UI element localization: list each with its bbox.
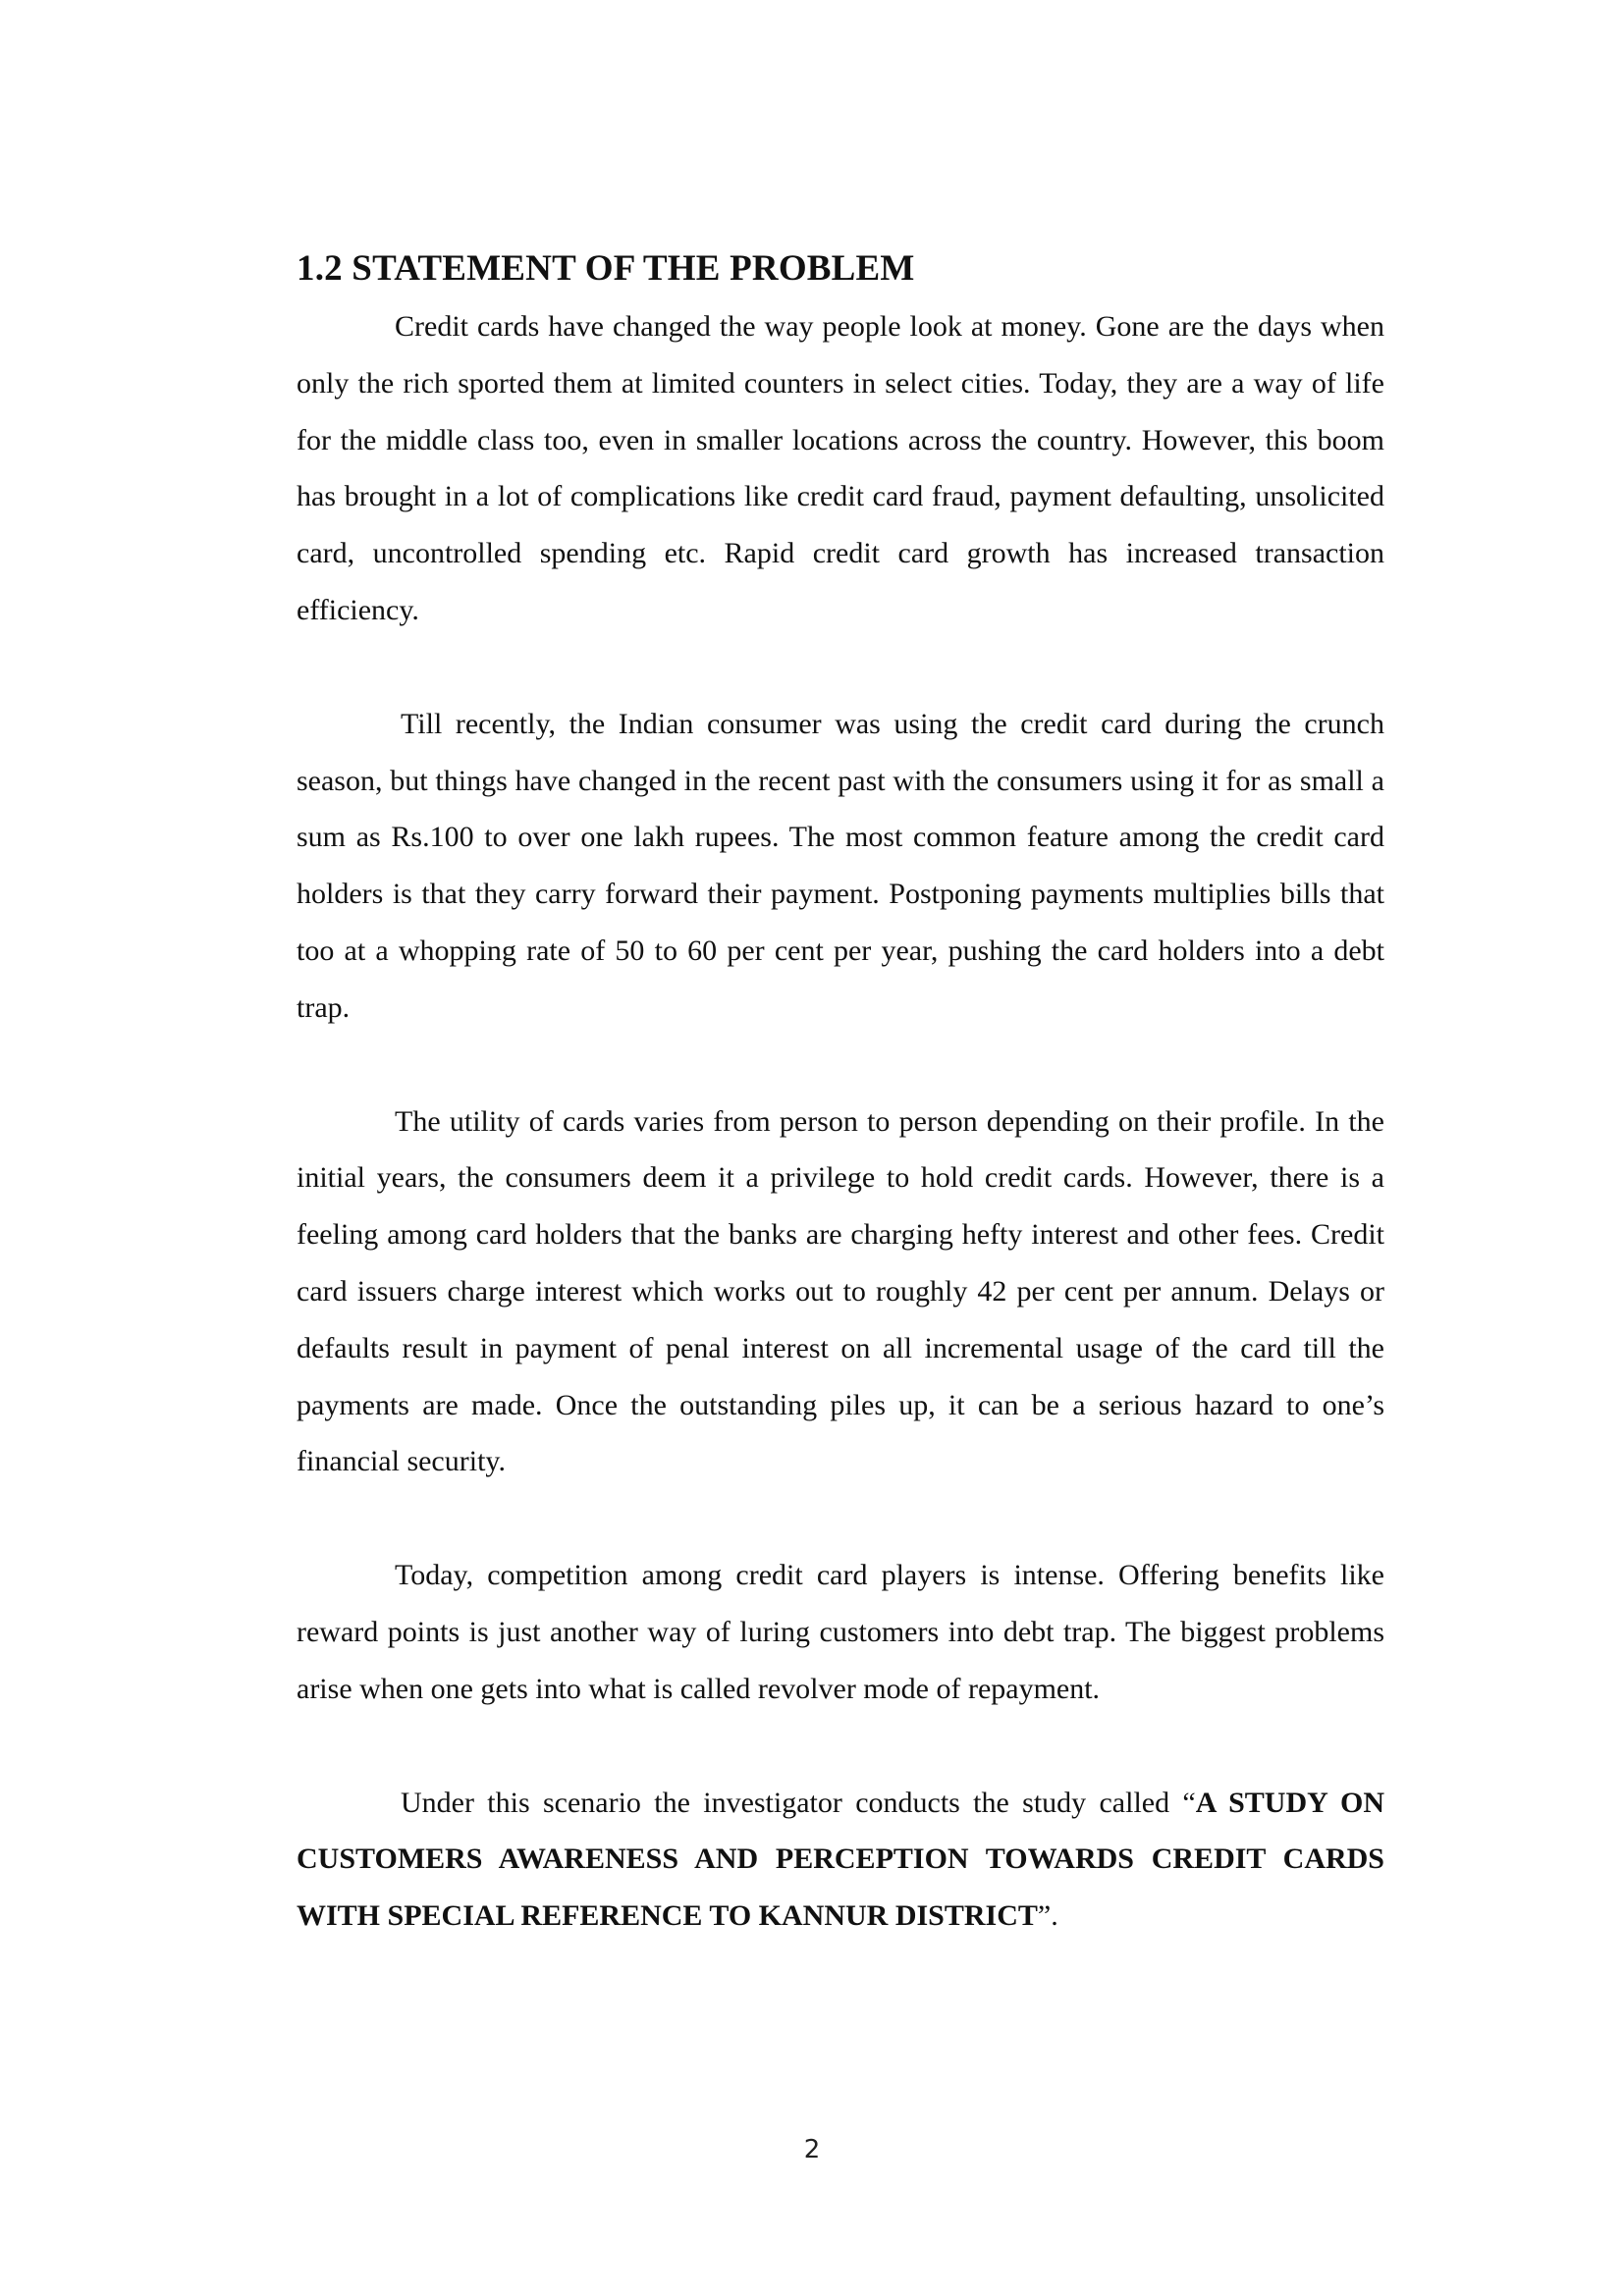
- paragraph-study-title: [297, 1775, 1384, 1945]
- study-lead-text: Under this scenario the investigator conducts the study called “: [401, 1786, 1196, 1819]
- paragraph-utility-of-cards: The utility of cards varies from person to person depending on their profile. In the initial years, the consumers deem it a privilege to hold credit cards. However, there is a feeling among card holders that the banks are charging hefty interest and other fees. Credit card issuers charge interest which works out to roughly 42 per cent per annum. Delays or defaults result in payment of penal interest on all incremental usage of the card till the payments are made. Once the outstanding piles up, it can be a serious hazard to one’s financial security.: [297, 1104, 1384, 1478]
- study-title: A STUDY ON CUSTOMERS AWARENESS AND PERCEPTION TOWARDS CREDIT CARDS WITH SPECIAL REFERENCE TO KANNUR DISTRICT: [297, 1786, 1384, 1933]
- study-tail-text: ”.: [1037, 1899, 1058, 1933]
- paragraph-credit-card-change: Credit cards have changed the way people look at money. Gone are the days when only the rich sported them at limited counters in select cities. Today, they are a way of life for the middle class too, even in smaller locations across the country. However, this boom has brought in a lot of complications like credit card fraud, payment defaulting, unsolicited card, uncontrolled spending etc. Rapid credit card growth has increased transaction efficiency.: [297, 310, 1384, 626]
- page-number: 2: [803, 2135, 821, 2164]
- section-heading: 1.2 STATEMENT OF THE PROBLEM: [297, 248, 915, 289]
- paragraph-competition: Today, competition among credit card players is intense. Offering benefits like reward points is just another way of luring customers into debt trap. The biggest problems arise when one gets into what is called revolver mode of repayment.: [297, 1559, 1384, 1705]
- paragraph-indian-consumer: Till recently, the Indian consumer was using the credit card during the crunch season, but things have changed in the recent past with the consumers using it for as small a sum as Rs.100 to over one lakh rupees. The most common feature among the credit card holders is that they carry forward their payment. Postponing payments multiplies bills that too at a whopping rate of 50 to 60 per cent per year, pushing the card holders into a debt trap.: [297, 707, 1384, 1024]
- page-body: [297, 243, 1384, 1945]
